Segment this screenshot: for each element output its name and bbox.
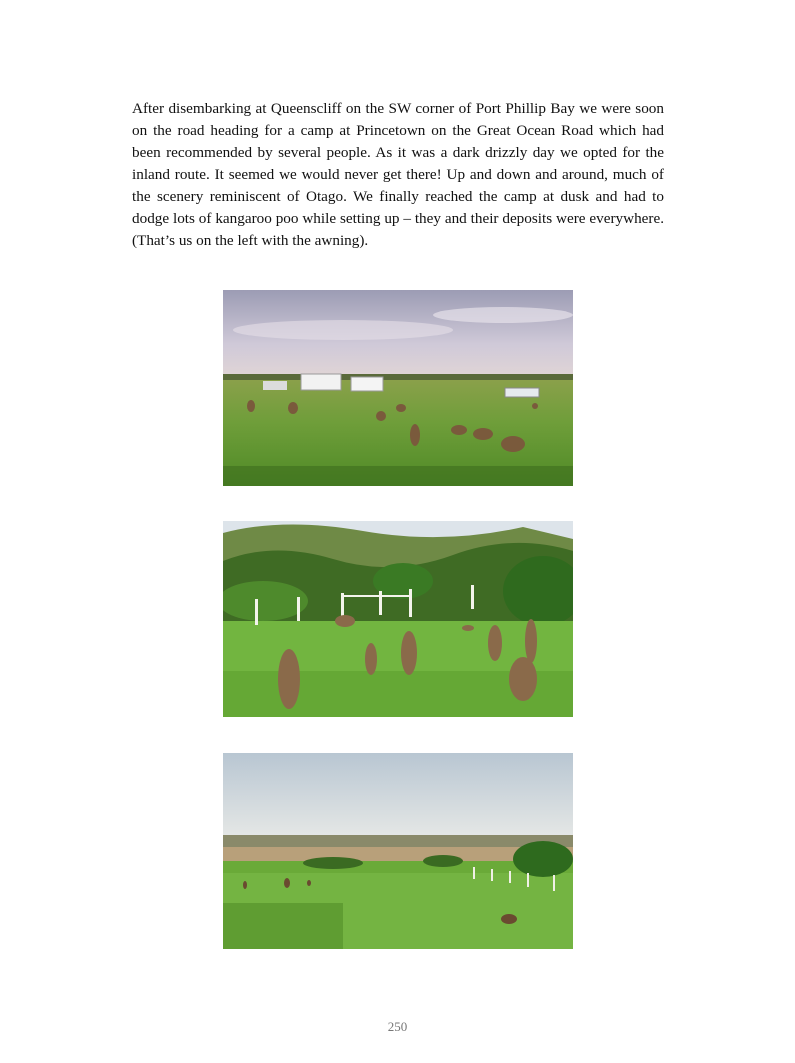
photo-kangaroos-lawn [223,521,573,717]
photo-pasture-landscape [223,753,573,949]
body-paragraph: After disembarking at Queenscliff on the SW corner of Port Phillip Bay we were soon on the road heading for a camp at Princetown on the Great Ocean Road which had been recommended by several people. As it was a dark drizzly day we opted for the inland route. It seemed we would never get there! Up and down and around, much of the scenery reminiscent of Otago. We finally reached the camp at dusk and had to dodge lots of kangaroo poo while setting up – they and their deposits were everywhere. (That’s us on the left with the awning). [132,100,664,249]
page-number: 250 [387,1019,408,1034]
photo-campground-kangaroos [223,290,573,486]
